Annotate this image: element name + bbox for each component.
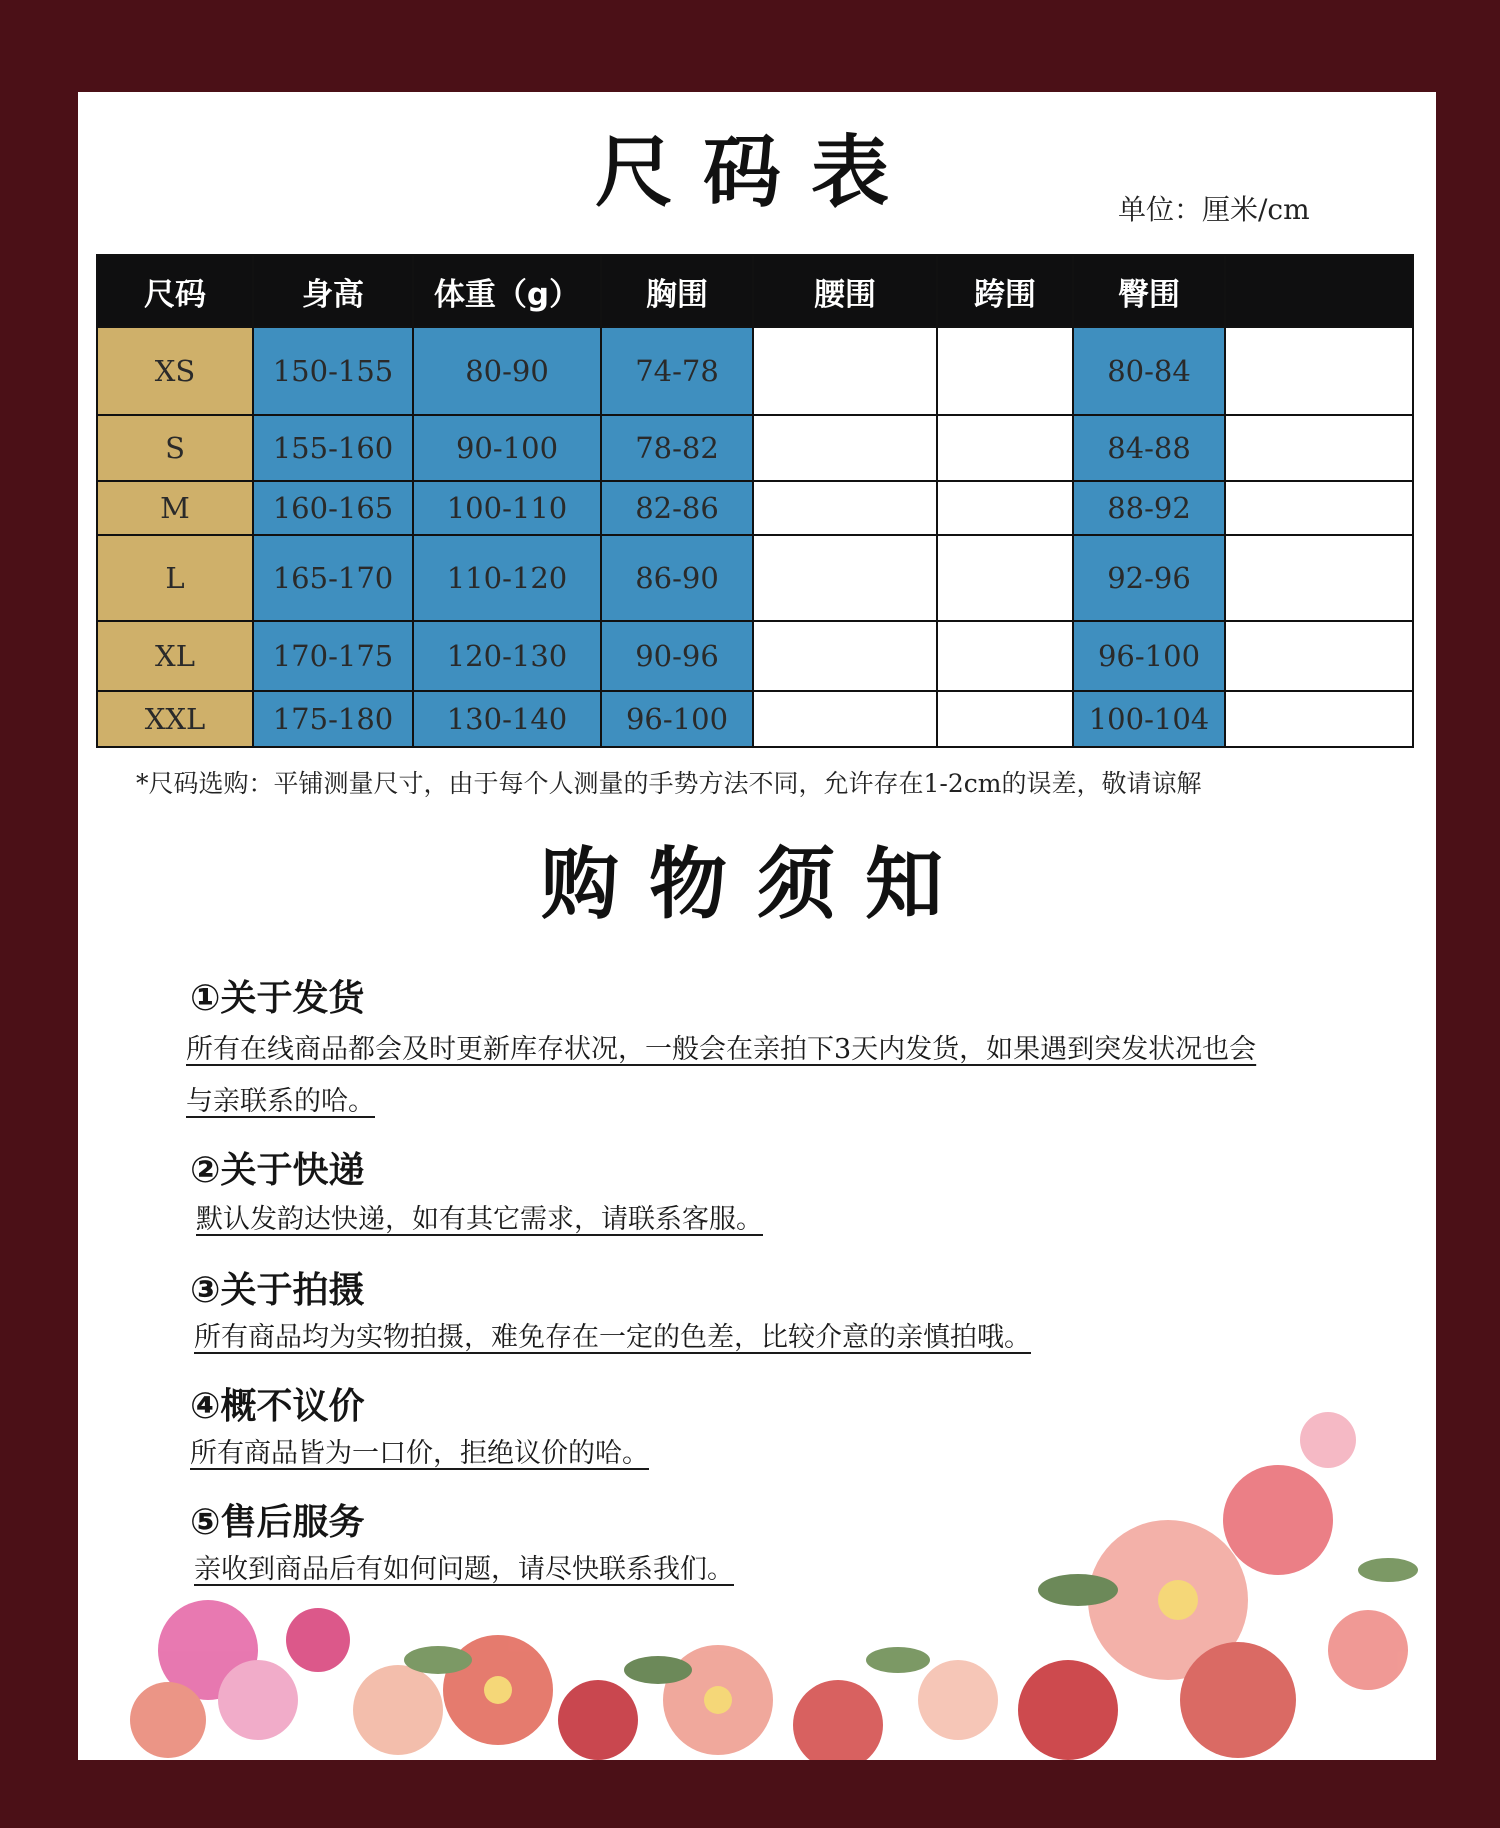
- hip-cell: 96-100: [1073, 621, 1225, 691]
- table-row: [97, 621, 1413, 691]
- section-line: 所有商品皆为一口价，拒绝议价的哈。: [190, 1438, 649, 1469]
- table-row: [97, 691, 1413, 747]
- header-waist: 腰围: [753, 255, 937, 327]
- shopping-notice-title: 购物须知: [540, 840, 973, 930]
- header-size: 尺码: [97, 255, 253, 327]
- height-cell: 170-175: [253, 621, 413, 691]
- waist-cell: [753, 691, 937, 747]
- size-cell: XL: [97, 621, 253, 691]
- section-heading-no-bargain: ④概不议价: [190, 1386, 365, 1427]
- waist-cell: [753, 327, 937, 415]
- weight-cell: 80-90: [413, 327, 601, 415]
- waist-cell: [753, 621, 937, 691]
- height-cell: 175-180: [253, 691, 413, 747]
- size-chart-title: 尺码表: [594, 128, 919, 218]
- table-row: [97, 415, 1413, 481]
- weight-cell: 100-110: [413, 481, 601, 535]
- hip-cell: 100-104: [1073, 691, 1225, 747]
- section-line: 所有在线商品都会及时更新库存状况，一般会在亲拍下3天内发货，如果遇到突发状况也会: [186, 1034, 1257, 1065]
- crotch-cell: [937, 481, 1073, 535]
- crotch-cell: [937, 415, 1073, 481]
- weight-cell: 120-130: [413, 621, 601, 691]
- table-row: [97, 535, 1413, 621]
- height-cell: 150-155: [253, 327, 413, 415]
- table-row: [97, 481, 1413, 535]
- header-crotch: 跨围: [937, 255, 1073, 327]
- content-card: [78, 92, 1436, 1760]
- extra-cell: [1225, 535, 1413, 621]
- section-line: 默认发韵达快递，如有其它需求，请联系客服。: [196, 1204, 763, 1235]
- height-cell: 165-170: [253, 535, 413, 621]
- waist-cell: [753, 481, 937, 535]
- weight-cell: 90-100: [413, 415, 601, 481]
- extra-cell: [1225, 691, 1413, 747]
- header-height: 身高: [253, 255, 413, 327]
- size-cell: S: [97, 415, 253, 481]
- chest-cell: 86-90: [601, 535, 753, 621]
- section-heading-shipping: ①关于发货: [190, 978, 365, 1019]
- height-cell: 155-160: [253, 415, 413, 481]
- chest-cell: 96-100: [601, 691, 753, 747]
- extra-cell: [1225, 327, 1413, 415]
- table-header-row: [97, 255, 1413, 327]
- weight-cell: 110-120: [413, 535, 601, 621]
- crotch-cell: [937, 621, 1073, 691]
- hip-cell: 80-84: [1073, 327, 1225, 415]
- crotch-cell: [937, 535, 1073, 621]
- extra-cell: [1225, 415, 1413, 481]
- extra-cell: [1225, 621, 1413, 691]
- hip-cell: 88-92: [1073, 481, 1225, 535]
- section-text-courier: [196, 1194, 763, 1246]
- extra-cell: [1225, 481, 1413, 535]
- section-line: 所有商品均为实物拍摄，难免存在一定的色差，比较介意的亲慎拍哦。: [194, 1322, 1031, 1353]
- height-cell: 160-165: [253, 481, 413, 535]
- size-table: [96, 254, 1414, 748]
- waist-cell: [753, 415, 937, 481]
- waist-cell: [753, 535, 937, 621]
- size-note: *尺码选购：平铺测量尺寸，由于每个人测量的手势方法不同，允许存在1-2cm的误差，敬请谅解: [136, 769, 1202, 798]
- size-cell: L: [97, 535, 253, 621]
- section-heading-after-sales: ⑤售后服务: [190, 1502, 365, 1543]
- section-heading-photography: ③关于拍摄: [190, 1270, 365, 1311]
- section-line: 亲收到商品后有如何问题，请尽快联系我们。: [194, 1554, 734, 1585]
- crotch-cell: [937, 691, 1073, 747]
- hip-cell: 92-96: [1073, 535, 1225, 621]
- floral-decoration: [78, 1400, 1436, 1760]
- header-extra: [1225, 255, 1413, 327]
- size-cell: XS: [97, 327, 253, 415]
- table-row: [97, 327, 1413, 415]
- section-text-photography: [194, 1312, 1031, 1364]
- size-cell: XXL: [97, 691, 253, 747]
- section-line: 与亲联系的哈。: [186, 1086, 375, 1117]
- unit-label: 单位：厘米/cm: [1118, 193, 1310, 226]
- header-weight: 体重（g）: [413, 255, 601, 327]
- section-heading-courier: ②关于快递: [190, 1150, 365, 1191]
- chest-cell: 90-96: [601, 621, 753, 691]
- chest-cell: 82-86: [601, 481, 753, 535]
- chest-cell: 74-78: [601, 327, 753, 415]
- size-cell: M: [97, 481, 253, 535]
- hip-cell: 84-88: [1073, 415, 1225, 481]
- section-text-shipping: [186, 1024, 1256, 1128]
- chest-cell: 78-82: [601, 415, 753, 481]
- header-hip: 臀围: [1073, 255, 1225, 327]
- weight-cell: 130-140: [413, 691, 601, 747]
- crotch-cell: [937, 327, 1073, 415]
- header-chest: 胸围: [601, 255, 753, 327]
